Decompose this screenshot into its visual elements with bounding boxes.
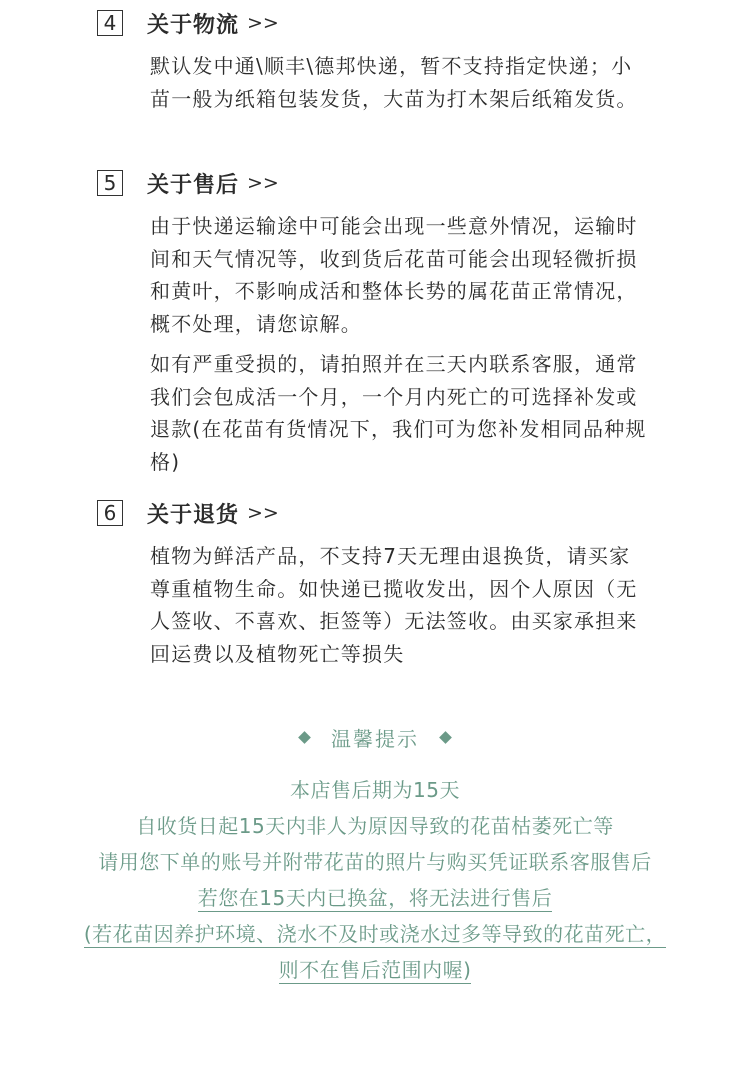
section-after-sales xyxy=(97,168,657,478)
double-chevron-icon: >> xyxy=(247,12,279,34)
section-title: 关于退货 xyxy=(147,502,240,528)
tip-text: 则不在售后范围内喔) xyxy=(278,958,472,982)
tip-line xyxy=(0,808,750,844)
section-paragraph: 植物为鲜活产品，不支持7天无理由退换货，请买家尊重植物生命。如快递已揽收发出，因个人原因（无人签收、不喜欢、拒签等）无法签收。由买家承担来回运费以及植物死亡等损失 xyxy=(150,544,638,666)
tip-text: (若花苗因养护环境、浇水不及时或浇水过多等导致的花苗死亡， xyxy=(83,922,667,946)
tips-lines xyxy=(0,772,750,988)
section-returns xyxy=(97,498,657,670)
section-logistics xyxy=(97,8,657,115)
tip-line-underlined xyxy=(0,880,750,916)
section-paragraph: 如有严重受损的，请拍照并在三天内联系客服，通常我们会包成活一个月，一个月内死亡的可选择补发或退款(在花苗有货情况下，我们可为您补发相同品种规格) xyxy=(150,352,647,474)
section-title: 关于售后 xyxy=(147,172,240,198)
section-paragraph: 默认发中通\顺丰\德邦快递，暂不支持指定快递；小苗一般为纸箱包装发货，大苗为打木架后纸箱发货。 xyxy=(150,54,638,111)
double-chevron-icon: >> xyxy=(247,172,279,194)
tips-header xyxy=(0,722,750,752)
tip-line-underlined xyxy=(0,916,750,952)
section-number-badge: 5 xyxy=(97,170,123,196)
diamond-icon xyxy=(439,731,452,744)
section-body xyxy=(97,210,657,478)
double-chevron-icon: >> xyxy=(247,502,279,524)
diamond-icon xyxy=(298,731,311,744)
tip-line-underlined xyxy=(0,952,750,988)
section-header xyxy=(97,498,657,528)
section-header xyxy=(97,168,657,198)
section-header xyxy=(97,8,657,38)
warm-tips xyxy=(0,722,750,988)
tip-text: 本店售后期为15天 xyxy=(290,778,460,802)
section-number-badge: 4 xyxy=(97,10,123,36)
tip-text: 请用您下单的账号并附带花苗的照片与购买凭证联系客服售后 xyxy=(98,850,652,874)
tip-line xyxy=(0,844,750,880)
tip-text: 自收货日起15天内非人为原因导致的花苗枯萎死亡等 xyxy=(136,814,614,838)
tip-line xyxy=(0,772,750,808)
tips-title: 温馨提示 xyxy=(331,726,419,751)
section-number-badge: 6 xyxy=(97,500,123,526)
tip-text: 若您在15天内已换盆，将无法进行售后 xyxy=(197,886,553,910)
section-title: 关于物流 xyxy=(147,12,240,38)
section-paragraph: 由于快递运输途中可能会出现一些意外情况，运输时间和天气情况等，收到货后花苗可能会出现轻微折损和黄叶，不影响成活和整体长势的属花苗正常情况，概不处理，请您谅解。 xyxy=(150,214,638,336)
